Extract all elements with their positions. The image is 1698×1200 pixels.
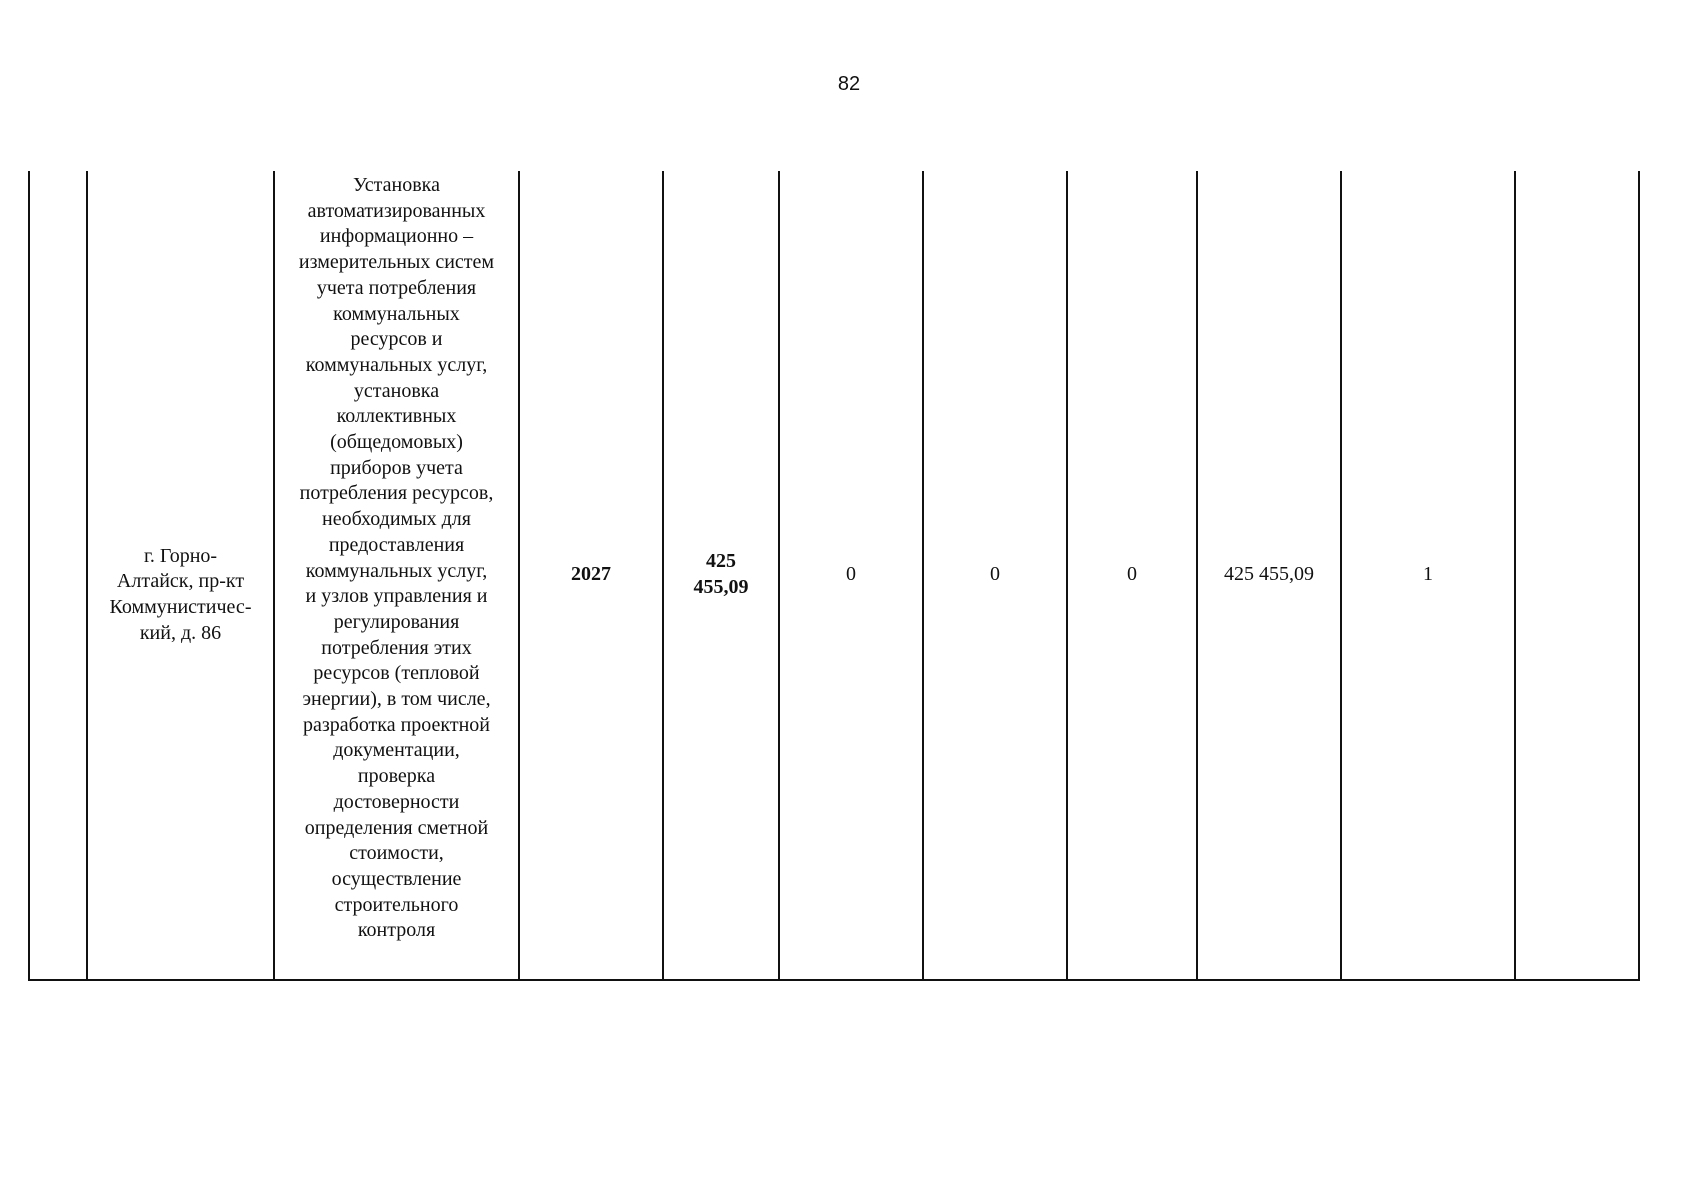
col-c-value: 0: [1127, 563, 1137, 586]
col-f-cell: [1515, 171, 1639, 980]
year-cell: [519, 171, 663, 980]
work-description-cell: [274, 171, 519, 980]
col-d-value: 425 455,09: [1224, 563, 1314, 586]
year-value: 2027: [571, 563, 611, 586]
col-a-cell: [779, 171, 923, 980]
page-number: 82: [837, 73, 861, 95]
address-text: г. Горно- Алтайск, пр-кт Коммунистичес- кий, д. 86: [109, 544, 252, 644]
table-row: [29, 171, 1639, 980]
col-b-value: 0: [990, 563, 1000, 586]
work-description-text: Установка автоматизированных информационно – измерительных систем учета потребления коммунальных ресурсов и коммунальных услуг, установка коллективных (общедомовых) приборов учета потребления ресурсов, необходимых для предоставления коммунальных услуг, и узлов управления и регулирования потребления этих ресурсов (тепловой энергии), в том числе, разработка проектной документации, проверка достоверности определения сметной стоимости, осуществление строительного контроля: [298, 174, 495, 942]
total-cost-cell: [663, 171, 779, 980]
col-b-cell: [923, 171, 1067, 980]
col-e-value: 1: [1423, 563, 1433, 586]
col-c-cell: [1067, 171, 1197, 980]
works-table: [28, 171, 1640, 981]
col-d-cell: [1197, 171, 1341, 980]
col-a-value: 0: [846, 563, 856, 586]
address-cell: [87, 171, 274, 980]
row-index-cell: [29, 171, 87, 980]
total-cost-value: 425 455,09: [693, 550, 749, 598]
col-e-cell: [1341, 171, 1515, 980]
